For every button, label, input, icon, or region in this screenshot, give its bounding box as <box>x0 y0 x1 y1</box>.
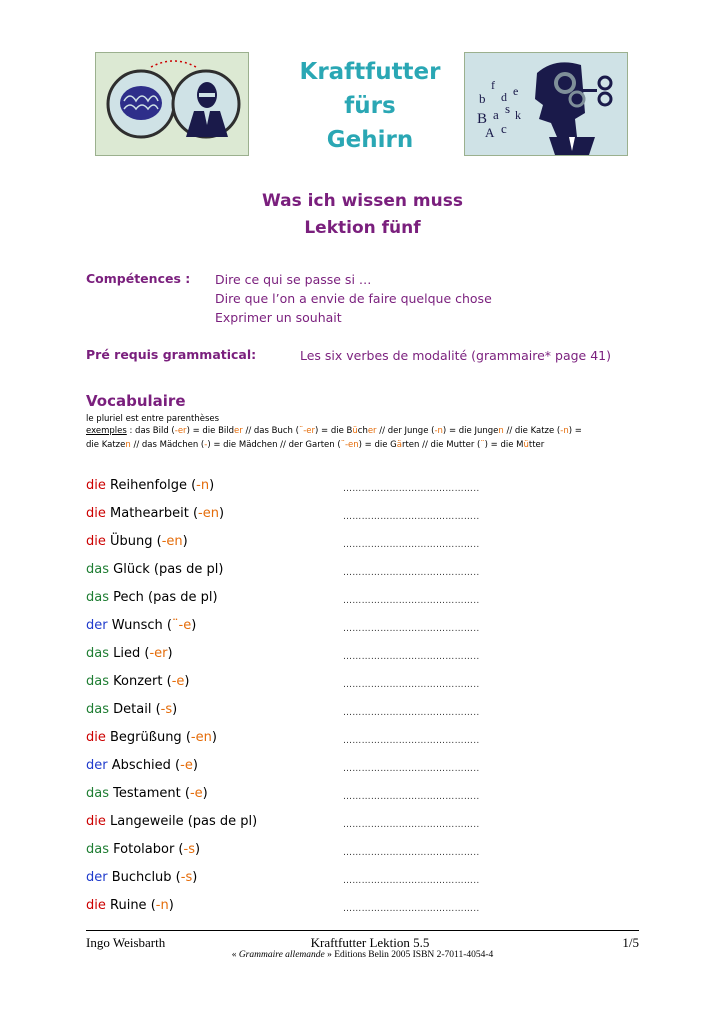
vocab-paren: ) <box>172 702 178 717</box>
vocab-item <box>86 702 177 717</box>
vocab-paren: ( <box>162 674 172 689</box>
vocab-word: Reihenfolge <box>110 478 187 493</box>
example-suffix: -er <box>174 426 187 436</box>
footer-page-number: 1/5 <box>622 935 639 950</box>
examples-line-1 <box>86 426 582 436</box>
competence-item: Exprimer un souhait <box>215 310 342 325</box>
title-line-2: fürs <box>344 93 396 119</box>
competence-item: Dire ce qui se passe si … <box>215 272 372 287</box>
vocab-article: das <box>86 590 109 605</box>
vocab-paren: ) <box>211 730 217 745</box>
example-suffix: ü <box>523 440 529 450</box>
vocab-word: Lied <box>113 646 141 661</box>
vocab-plural: -e <box>171 674 185 689</box>
vocab-word: Übung <box>110 534 153 549</box>
vocab-article: die <box>86 478 106 493</box>
example-text: ) = die B <box>315 426 353 436</box>
vocab-word: Testament <box>113 786 181 801</box>
example-suffix: ¨-er <box>298 426 315 436</box>
example-text: ) = die Junge <box>442 426 499 436</box>
example-suffix: ¨ <box>480 440 485 450</box>
vocab-paren: ( <box>181 730 191 745</box>
example-suffix: n <box>125 440 131 450</box>
vocab-plural: -s <box>183 842 195 857</box>
reference-text: « <box>231 950 239 960</box>
brain-and-man-picture <box>95 52 249 156</box>
translation-blank[interactable]: …………………………………….. <box>343 540 480 550</box>
vocab-word: Detail <box>113 702 152 717</box>
example-suffix: - <box>204 440 208 450</box>
vocab-paren: ) <box>192 758 198 773</box>
vocab-word: Ruine <box>110 898 147 913</box>
vocab-plural: -e <box>180 758 193 773</box>
example-suffix: ä <box>396 440 402 450</box>
vocab-paren: (pas de pl) <box>149 562 224 577</box>
title-line-3: Gehirn <box>326 127 414 153</box>
vocab-plural: -en <box>198 506 219 521</box>
example-text: // die Katze ( <box>503 426 561 436</box>
vocab-article: das <box>86 646 109 661</box>
robot-head-letters-icon <box>465 53 627 155</box>
example-text: tter <box>528 440 545 450</box>
vocab-word: Wunsch <box>111 618 163 633</box>
vocab-item <box>86 898 174 913</box>
translation-blank[interactable]: …………………………………….. <box>343 484 480 494</box>
translation-blank[interactable]: …………………………………….. <box>343 624 480 634</box>
vocab-paren: ( <box>174 842 184 857</box>
vocab-word: Fotolabor <box>113 842 175 857</box>
brain-and-man-icon <box>96 53 248 155</box>
example-suffix: er <box>367 426 377 436</box>
vocab-paren: ( <box>162 618 172 633</box>
vocab-item <box>86 562 223 577</box>
translation-blank[interactable]: …………………………………….. <box>343 904 480 914</box>
vocab-paren: ( <box>151 702 161 717</box>
plural-note: le pluriel est entre parenthèses <box>86 414 220 424</box>
example-text: ) = <box>568 426 582 436</box>
vocab-paren: ( <box>146 898 156 913</box>
vocab-article: der <box>86 758 108 773</box>
vocab-plural: -e <box>189 786 203 801</box>
vocab-item <box>86 786 208 801</box>
svg-text:k: k <box>515 108 521 122</box>
vocab-article: das <box>86 562 109 577</box>
example-text: rten // die Mutter ( <box>401 440 481 450</box>
vocab-word: Begrüßung <box>110 730 182 745</box>
vocab-article: das <box>86 842 109 857</box>
translation-blank[interactable]: …………………………………….. <box>343 848 480 858</box>
translation-blank[interactable]: …………………………………….. <box>343 568 480 578</box>
vocab-article: das <box>86 702 109 717</box>
vocab-item <box>86 842 200 857</box>
vocab-item <box>86 478 214 493</box>
vocab-paren: (pas de pl) <box>143 590 218 605</box>
vocab-item <box>86 870 197 885</box>
svg-text:f: f <box>491 78 495 92</box>
vocab-article: die <box>86 814 106 829</box>
vocab-plural: -en <box>161 534 183 549</box>
vocab-paren: ( <box>140 646 150 661</box>
vocab-word: Glück <box>113 562 150 577</box>
vocab-word: Pech <box>113 590 144 605</box>
vocab-item <box>86 590 218 605</box>
vocab-paren: ) <box>192 870 198 885</box>
footer-lesson: Kraftfutter Lektion 5.5 <box>310 935 430 950</box>
vocab-item <box>86 758 198 773</box>
vocab-paren: (pas de pl) <box>183 814 258 829</box>
vocab-article: die <box>86 730 106 745</box>
robot-head-picture <box>464 52 628 156</box>
example-text: ) = die M <box>484 440 524 450</box>
vocab-item <box>86 506 224 521</box>
vocab-plural: -s <box>180 870 193 885</box>
vocab-plural: -s <box>160 702 173 717</box>
vocab-item <box>86 534 188 549</box>
vocab-paren: ) <box>184 674 190 689</box>
prerequis-value: Les six verbes de modalité (grammaire* page 41) <box>300 348 611 363</box>
vocab-word: Abschied <box>111 758 171 773</box>
translation-blank[interactable]: …………………………………….. <box>343 764 480 774</box>
vocab-item <box>86 674 189 689</box>
vocab-paren: ) <box>194 842 201 857</box>
vocab-plural: -n <box>155 898 169 913</box>
vocab-paren: ( <box>171 870 181 885</box>
example-suffix: -n <box>434 426 443 436</box>
vocab-article: die <box>86 898 106 913</box>
vocab-paren: ( <box>180 786 190 801</box>
svg-text:c: c <box>501 121 507 136</box>
example-suffix: n <box>498 426 504 436</box>
vocab-paren: ( <box>152 534 162 549</box>
svg-text:B: B <box>477 111 488 127</box>
example-text: // das Buch ( <box>242 426 299 436</box>
vocab-item <box>86 730 217 745</box>
footer-author: Ingo Weisbarth <box>86 935 166 950</box>
example-text: ) = die Mädchen // der Garten ( <box>207 440 341 450</box>
translation-blank[interactable]: …………………………………….. <box>343 876 480 886</box>
svg-text:A: A <box>485 125 495 140</box>
example-text: ) = die G <box>358 440 397 450</box>
example-text: : das Bild ( <box>126 426 175 436</box>
title-line-1: Kraftfutter <box>299 59 441 85</box>
vocab-article: das <box>86 674 109 689</box>
vocab-plural: -en <box>190 730 212 745</box>
vocab-paren: ( <box>186 478 197 493</box>
vocab-item <box>86 646 173 661</box>
example-suffix: ¨-en <box>340 440 359 450</box>
vocab-plural: ¨-e <box>172 618 192 633</box>
example-text: // der Junge ( <box>376 426 435 436</box>
heading-lesson: Lektion fünf <box>304 218 421 238</box>
vocab-article: die <box>86 506 106 521</box>
translation-blank[interactable]: …………………………………….. <box>343 652 480 662</box>
reference-text: » Editions Belin 2005 ISBN 2-7011-4054-4 <box>324 950 494 960</box>
vocab-paren: ) <box>202 786 208 801</box>
page-title <box>290 55 450 157</box>
vocab-paren: ( <box>188 506 199 521</box>
competences-label: Compétences : <box>86 271 191 286</box>
translation-blank[interactable]: …………………………………….. <box>343 736 480 746</box>
vocab-article: der <box>86 870 108 885</box>
vocab-article: das <box>86 786 109 801</box>
vocab-paren: ) <box>167 646 173 661</box>
example-text: ) = die Bild <box>186 426 235 436</box>
vocab-article: der <box>86 618 108 633</box>
vocab-paren: ) <box>209 478 215 493</box>
vocab-item <box>86 814 257 829</box>
competence-item: Dire que l’on a envie de faire quelque chose <box>215 291 492 306</box>
example-text: die Katze <box>86 440 126 450</box>
vocab-plural: -n <box>196 478 210 493</box>
example-suffix: er <box>234 426 243 436</box>
vocabulary-title: Vocabulaire <box>86 392 186 410</box>
vocab-item <box>86 618 196 633</box>
translation-blank[interactable]: …………………………………….. <box>343 820 480 830</box>
svg-text:s: s <box>505 101 511 116</box>
svg-text:e: e <box>513 84 519 98</box>
translation-blank[interactable]: …………………………………….. <box>343 708 480 718</box>
svg-text:b: b <box>479 91 486 106</box>
vocab-paren: ) <box>168 898 174 913</box>
vocab-paren: ) <box>182 534 188 549</box>
example-text: ch <box>357 426 368 436</box>
vocab-word: Buchclub <box>111 870 172 885</box>
footer-divider <box>86 930 639 931</box>
prerequis-label: Pré requis grammatical: <box>86 347 257 362</box>
example-suffix: ü <box>352 426 358 436</box>
vocab-paren: ) <box>191 618 197 633</box>
vocab-plural: -er <box>149 646 168 661</box>
example-suffix: -n <box>560 426 569 436</box>
vocab-paren: ) <box>218 506 225 521</box>
translation-blank[interactable]: …………………………………….. <box>343 680 480 690</box>
examples-line-2 <box>86 440 544 450</box>
examples-label: exemples <box>86 426 127 436</box>
reference-title: Grammaire allemande <box>238 950 325 960</box>
vocab-word: Langeweile <box>110 814 184 829</box>
translation-blank[interactable]: …………………………………….. <box>343 512 480 522</box>
vocab-paren: ( <box>170 758 181 773</box>
svg-text:d: d <box>501 90 507 104</box>
footer-reference <box>86 950 639 960</box>
heading-what-to-know: Was ich wissen muss <box>262 191 463 211</box>
vocab-article: die <box>86 534 106 549</box>
vocab-word: Konzert <box>113 674 163 689</box>
example-text: // das Mädchen ( <box>130 440 205 450</box>
translation-blank[interactable]: …………………………………….. <box>343 792 480 802</box>
translation-blank[interactable]: …………………………………….. <box>343 596 480 606</box>
vocab-word: Mathearbeit <box>110 506 189 521</box>
svg-text:a: a <box>493 107 499 122</box>
